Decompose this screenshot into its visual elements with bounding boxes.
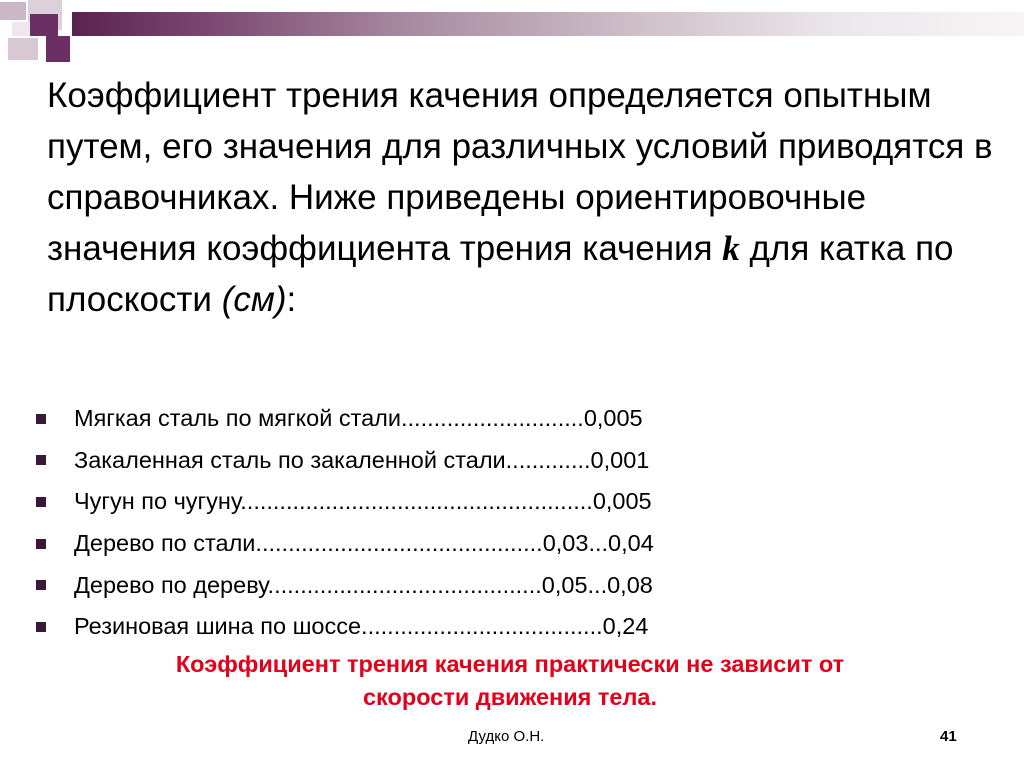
- decor-square: [8, 38, 38, 60]
- header-gradient-bar: [72, 12, 1024, 36]
- list-item-label: Дерево по стали............................................0,03...0,04: [74, 530, 654, 557]
- list-item: [36, 398, 936, 440]
- list-item-label: Закаленная сталь по закаленной стали.............0,001: [74, 446, 650, 473]
- intro-text-2: для катка по плоскости: [47, 229, 954, 319]
- intro-text-3: :: [286, 280, 297, 319]
- bullet-icon: [36, 622, 46, 632]
- list-item: [36, 440, 936, 482]
- list-item: [36, 523, 936, 565]
- list-item: [36, 606, 936, 648]
- list-item-label: Мягкая сталь по мягкой стали............................0,005: [74, 405, 643, 432]
- page-number: 41: [940, 728, 957, 745]
- list-item-label: Дерево по дереву..........................................0,05...0,08: [74, 571, 653, 598]
- decor-square: [12, 22, 30, 36]
- bullet-icon: [36, 414, 46, 424]
- bullet-icon: [36, 497, 46, 507]
- list-item-label: Резиновая шина по шоссе.....................................0,24: [74, 613, 649, 640]
- friction-values-list: [36, 398, 936, 648]
- list-item: [36, 481, 936, 523]
- intro-text: Коэффициент трения качения определяется опытным путем, его значения для различных условий приводятся в справочниках. Ниже приведены ориентировочные значения коэффициента трения качения: [47, 76, 993, 268]
- conclusion-line: Коэффициент трения качения практически не зависит от: [175, 651, 845, 677]
- bullet-icon: [36, 455, 46, 465]
- decor-square: [30, 14, 58, 36]
- decor-square: [46, 36, 70, 62]
- conclusion-note: [80, 648, 940, 714]
- unit-label: (см): [221, 280, 287, 319]
- coefficient-symbol: k: [722, 229, 740, 268]
- bullet-icon: [36, 539, 46, 549]
- bullet-icon: [36, 580, 46, 590]
- list-item: [36, 564, 936, 606]
- decor-square: [0, 2, 26, 20]
- conclusion-line: скорости движения тела.: [362, 684, 658, 710]
- author-label: Дудко О.Н.: [468, 728, 545, 745]
- intro-paragraph: [47, 70, 1007, 325]
- list-item-label: Чугун по чугуну......................................................0,005: [74, 488, 652, 515]
